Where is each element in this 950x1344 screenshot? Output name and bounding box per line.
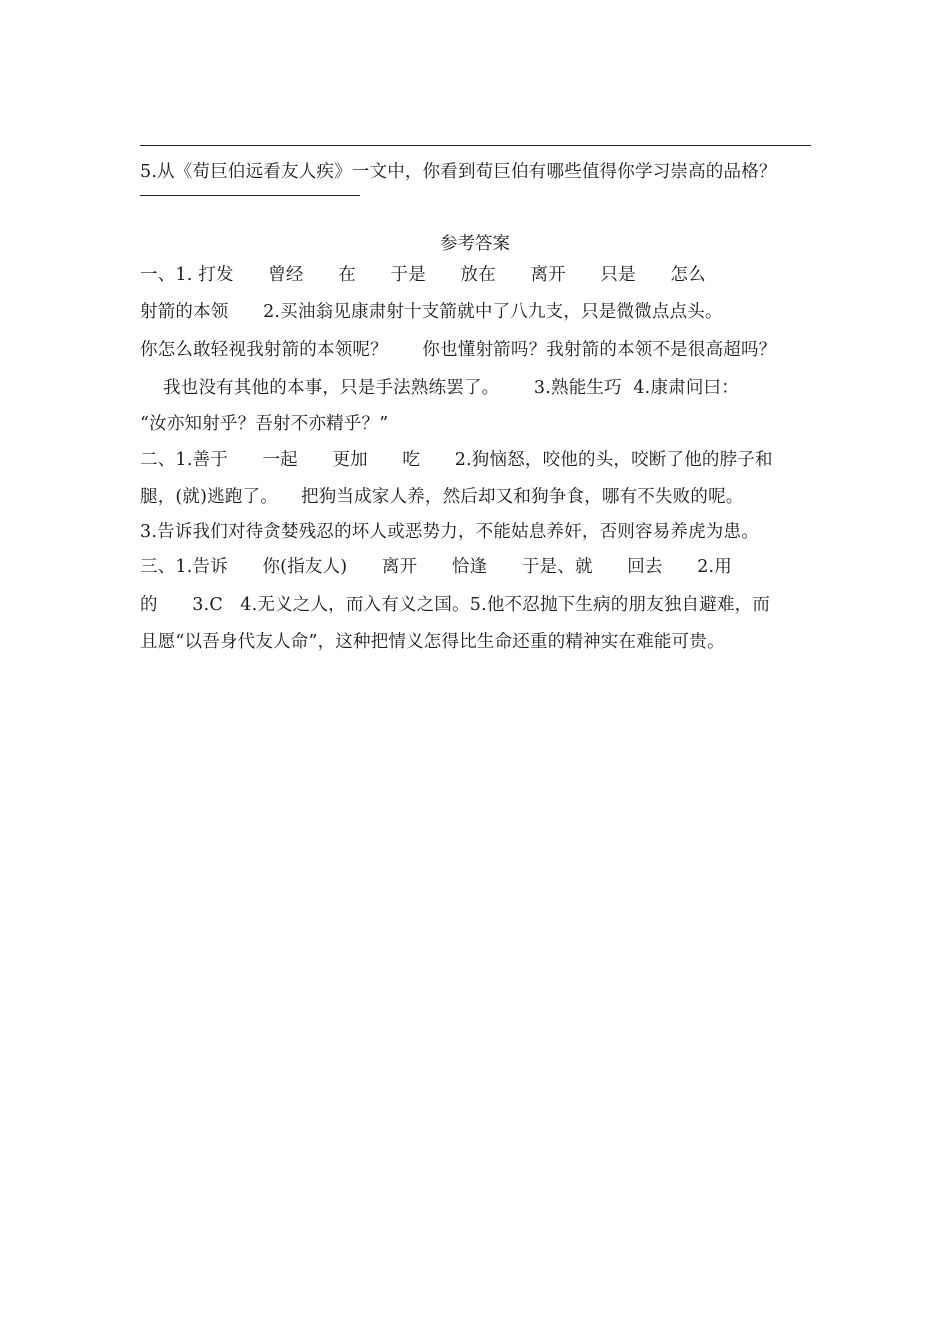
answer-key-title: 参考答案 [440, 234, 510, 254]
answer-blank-line-short [140, 195, 360, 196]
question-5: 5.从《荀巨伯远看友人疾》一文中，你看到荀巨伯有哪些值得你学习崇高的品格？ [140, 162, 777, 182]
answer-line: 你怎么敢轻视我射箭的本领呢？ 你也懂射箭吗？我射箭的本领不是很高超吗？ [140, 340, 777, 360]
answer-line: 且愿“以吾身代友人命”，这种把情义怎得比生命还重的精神实在难能可贵。 [140, 632, 725, 652]
answer-line: 的 3.C 4.无义之人，而入有义之国。5.他不忍抛下生病的朋友独自避难，而 [140, 595, 771, 615]
answer-blank-line [140, 145, 811, 146]
answer-line: 二、1.善于 一起 更加 吃 2.狗恼怒，咬他的头，咬断了他的脖子和 [140, 450, 773, 470]
answer-line: 一、1. 打发 曾经 在 于是 放在 离开 只是 怎么 [140, 265, 706, 285]
answer-line: “汝亦知射乎？吾射不亦精乎？” [140, 414, 389, 434]
answer-line: 三、1.告诉 你(指友人) 离开 恰逢 于是、就 回去 2.用 [140, 557, 733, 577]
answer-line: 我也没有其他的本事，只是手法熟练罢了。 3.熟能生巧 4.康肃问曰： [140, 378, 739, 398]
answer-line: 腿，(就)逃跑了。 把狗当成家人养，然后却又和狗争食，哪有不失败的呢。 [140, 487, 744, 507]
answer-line: 3.告诉我们对待贪婪残忍的坏人或恶势力，不能姑息养奸，否则容易养虎为患。 [140, 522, 759, 542]
answer-line: 射箭的本领 2.买油翁见康肃射十支箭就中了八九支，只是微微点点头。 [140, 302, 723, 322]
